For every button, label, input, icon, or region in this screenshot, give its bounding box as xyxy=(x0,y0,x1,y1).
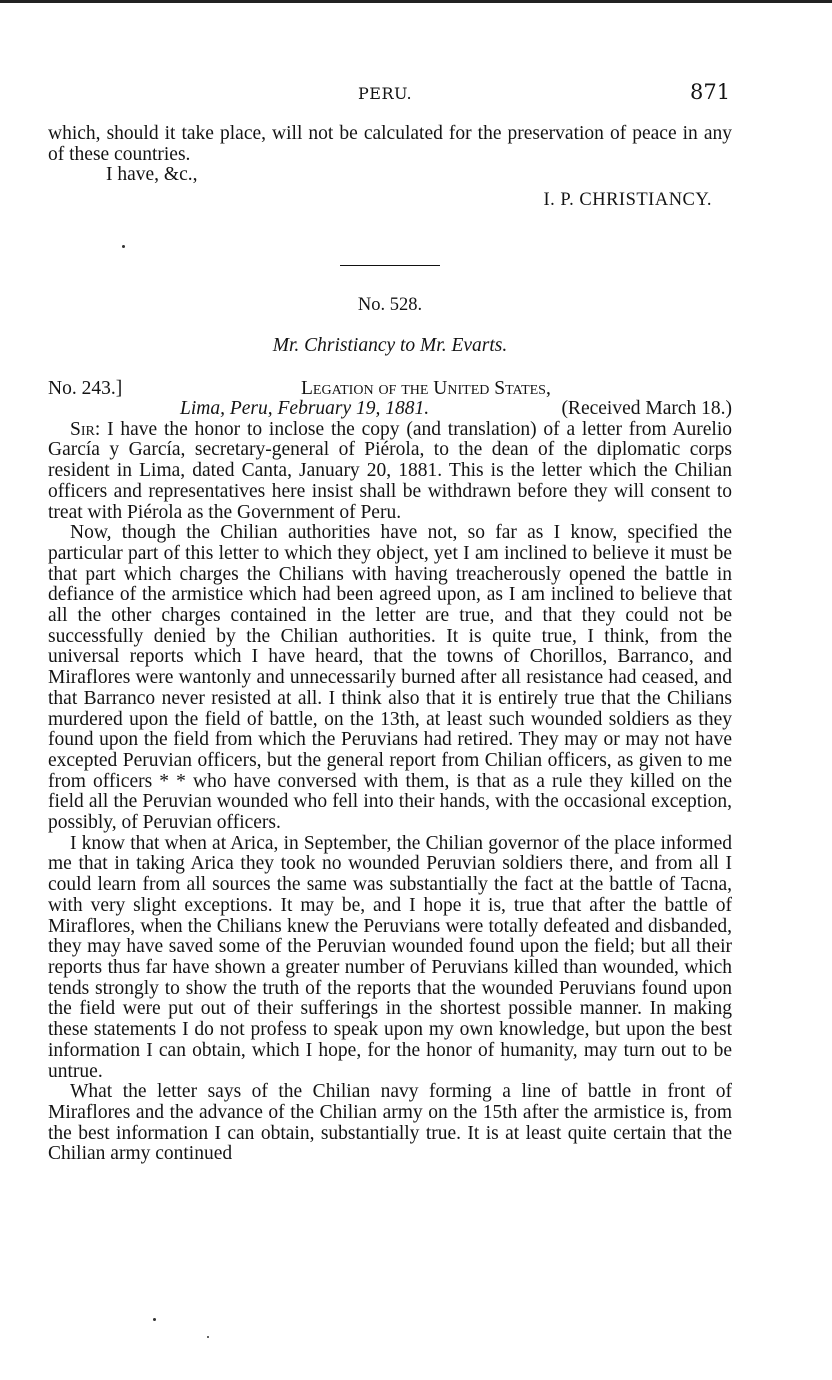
dispatch-heading xyxy=(48,379,732,420)
document-number: No. 528. xyxy=(357,295,423,316)
scan-speck xyxy=(207,1336,209,1338)
section-divider xyxy=(340,265,440,267)
received-date: (Received March 18.) xyxy=(561,397,732,419)
scan-top-edge xyxy=(0,0,832,3)
body-paragraph-4: What the letter says of the Chilian navy forming a line of battle in front of Miraflores and the advance of the Chilian army on the 15th after the armistice is, from the best information I can obtain, substantially true. It is at least quite certain that the Chilian army continued xyxy=(48,1081,732,1165)
place-date: Lima, Peru, February 19, 1881. xyxy=(180,397,430,419)
closing-phrase: I have, &c., xyxy=(106,164,198,186)
body-paragraph-2: Now, though the Chilian authorities have not, so far as I know, specified the particular part of this letter to which they object, yet I am inclined to believe it must be that part which charges the Chilians with having treacherously opened the battle in defiance of the armistice which had been agreed upon, as I am inclined to believe that all the other charges contained in the letter are true, and that they could not be successfully denied by the Chilian authorities. It is quite true, I think, from the universal reports which I have heard, that the towns of Chorillos, Barranco, and Miraflores were wantonly and unnecessarily burned after all resistance had ceased, and that Barranco never resisted at all. I think also that it is entirely true that the Chilians murdered upon the field of battle, on the 13th, at least such wounded soldiers as they found upon the field from which the Peruvians had retired. They may or may not have excepted Peruvian officers, but the general report from Chilian officers, as given to me from officers * * who have conversed with them, is that as a rule they killed on the field all the Peruvian wounded who fell into their hands, with the occasional exception, possibly, of Peruvian officers. xyxy=(48,522,732,834)
scan-speck xyxy=(153,1318,156,1321)
page-body xyxy=(48,124,732,1165)
scan-speck xyxy=(122,245,125,248)
running-title: PERU. xyxy=(358,84,413,103)
paragraph-text: I have the honor to inclose the copy (and translation) of a letter from Aurelio García y García, secretary-general of Piérola, to the dean of the diplomatic corps resident in Lima, dated Canta, January 20, 1881. This is the letter which the Chilian officers and representatives here insist shall be withdrawn before they will consent to treat with Piérola as the Government of Peru. xyxy=(48,418,732,523)
salutation: Sir: xyxy=(70,418,101,440)
page-header xyxy=(0,80,832,110)
page-number: 871 xyxy=(690,80,731,104)
dispatch-number: No. 243.] xyxy=(48,377,123,399)
document-title: Mr. Christiancy to Mr. Evarts. xyxy=(272,335,508,357)
legation-line: Legation of the United States, xyxy=(301,377,551,399)
continuation-paragraph: which, should it take place, will not be calculated for the preservation of peace in any of these countries. xyxy=(48,123,732,165)
body-paragraph-3: I know that when at Arica, in September, the Chilian governor of the place informed me that in taking Arica they took no wounded Peruvian soldiers there, and from all I could learn from all sources the same was substantially the fact at the battle of Tacna, with very slight exceptions. It may be, and I hope it is, true that after the battle of Miraflores, when the Chilians knew the Peruvians were totally defeated and disbanded, they may have saved some of the Peruvian wounded found upon the field; but all their reports thus far have shown a greater number of Peruvians killed than wounded, which tends strongly to show the truth of the reports that the wounded Peruvians found upon the field were put out of their sufferings in the shortest possible manner. In making these statements I do not profess to speak upon my own knowledge, but upon the best information I can obtain, which I hope, for the honor of humanity, may turn out to be untrue. xyxy=(48,832,732,1082)
body-paragraph-1 xyxy=(48,420,732,524)
signature: I. P. CHRISTIANCY. xyxy=(543,190,712,211)
